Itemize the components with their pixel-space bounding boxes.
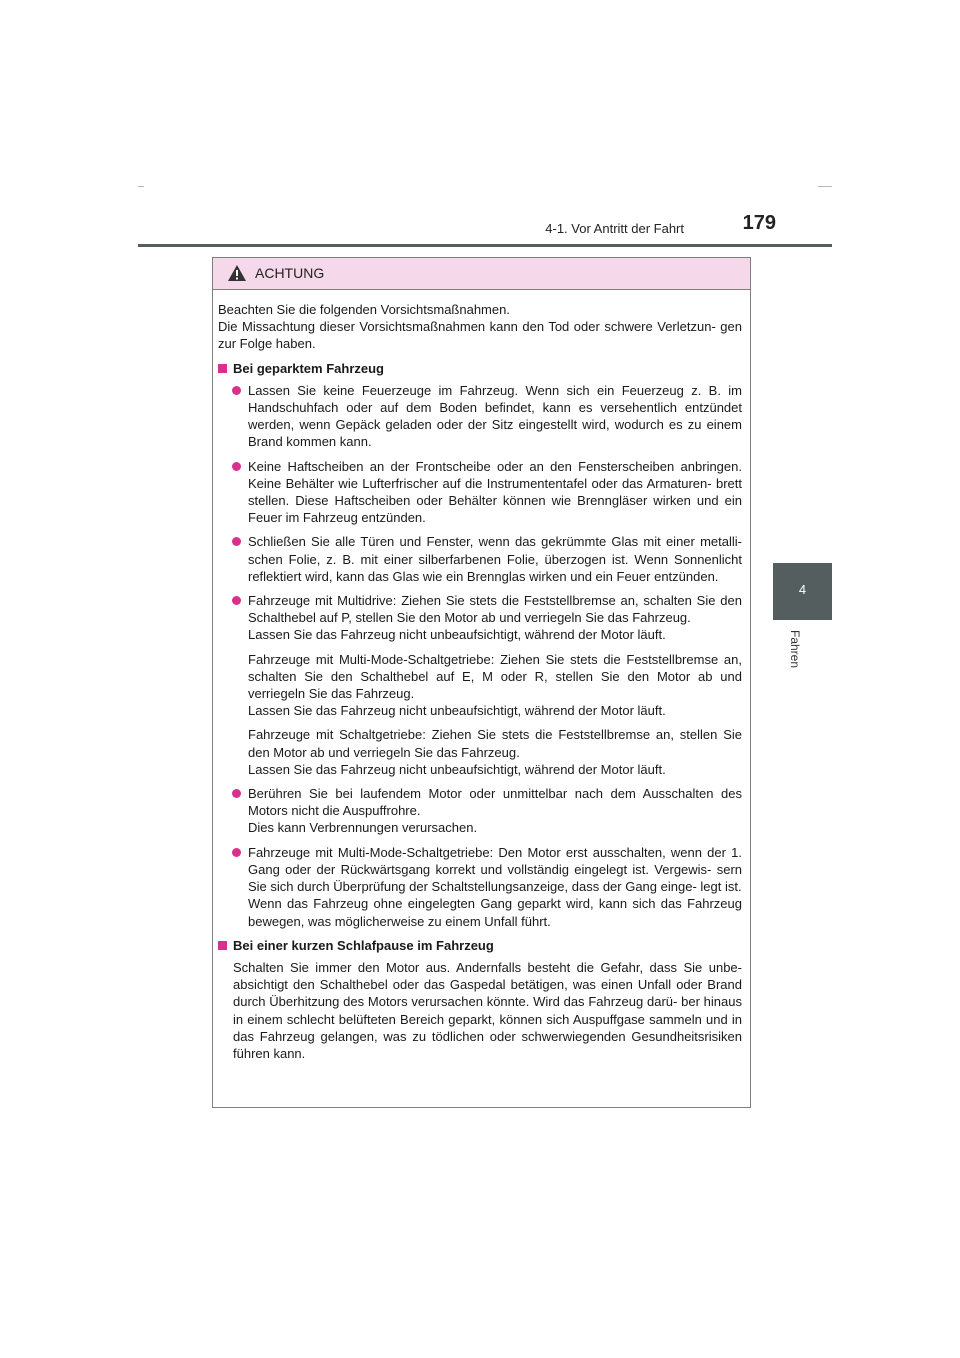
- section-label: 4-1. Vor Antritt der Fahrt: [545, 221, 684, 236]
- round-bullet-icon: [232, 848, 241, 857]
- crop-mark-left: [138, 186, 144, 187]
- square-bullet-icon: [218, 941, 227, 950]
- subsection-parked: [218, 360, 742, 930]
- list-item: [218, 592, 742, 644]
- list-item: [218, 382, 742, 451]
- list-item-text: Schließen Sie alle Türen und Fenster, wenn das gekrümmte Glas mit einer metalli- schen Folie, z. B. mit einer silberfarbenen Folie, überzogen ist. Wenn Sonnenlicht reflektiert wird, kann das Glas wie ein Brennglas wirken und ein Feuer entzünden.: [248, 534, 742, 584]
- round-bullet-icon: [232, 537, 241, 546]
- list-item: [218, 458, 742, 527]
- list-item-text: Wenn das Fahrzeug ohne eingelegten Gang geparkt wird, kann sich das Fahrzeug bewegen, was möglicherweise zu einem Unfall führt.: [248, 896, 742, 929]
- sub-paragraph: [218, 726, 742, 778]
- page-number: 179: [742, 212, 776, 234]
- subsection-sleep: [218, 937, 742, 1062]
- warning-body: [213, 290, 750, 1062]
- sub-paragraph-text: Fahrzeuge mit Schaltgetriebe: Ziehen Sie stets die Feststellbremse an, stellen Sie den Motor ab und verriegeln Sie das Fahrzeug.: [248, 727, 742, 760]
- round-bullet-icon: [232, 596, 241, 605]
- intro-line: Beachten Sie die folgenden Vorsichtsmaßnahmen.: [218, 302, 510, 317]
- subsection-title: [218, 360, 742, 377]
- warning-intro: [218, 301, 742, 353]
- round-bullet-icon: [232, 386, 241, 395]
- sub-paragraph: [218, 651, 742, 720]
- header-rule: [138, 244, 832, 247]
- warning-title: ACHTUNG: [255, 265, 325, 281]
- sub-paragraph-text: Lassen Sie das Fahrzeug nicht unbeaufsichtigt, während der Motor läuft.: [248, 761, 666, 777]
- subsection-text: Schalten Sie immer den Motor aus. Andernfalls besteht die Gefahr, dass Sie unbe- absichtigt den Schalthebel oder das Gaspedal betätigen, was einen Unfall oder Brand durch Überhitzung des Motors verursachen könnte. Wird das Fahrzeug darü- ber hinaus in einem schlecht belüfteten Bereich geparkt, können sich Auspuffgase sammeln und in das Fahrzeug gelangen, was zu tödlichen oder schwerwiegenden Gesundheitsrisiken führen kann.: [233, 959, 742, 1061]
- list-item-text: Lassen Sie das Fahrzeug nicht unbeaufsichtigt, während der Motor läuft.: [248, 627, 666, 643]
- subsection-title: [218, 937, 742, 954]
- warning-triangle-icon: [227, 264, 247, 282]
- chapter-title: Fahren: [788, 630, 802, 669]
- warning-box: [212, 257, 751, 1108]
- intro-line: Die Missachtung dieser Vorsichtsmaßnahmen kann den Tod oder schwere Verletzun- gen zur Folge haben.: [218, 319, 742, 352]
- round-bullet-icon: [232, 789, 241, 798]
- list-item: [218, 844, 742, 930]
- list-item-text: Lassen Sie keine Feuerzeuge im Fahrzeug. Wenn sich ein Feuerzeug z. B. im Handschuhfach oder auf dem Boden befindet, kann es versehentlich entzündet werden, wenn Gepäck geladen oder der Sitz eingestellt wird, wodurch es zu einem Brand kommen kann.: [248, 382, 742, 450]
- sub-paragraph-text: Lassen Sie das Fahrzeug nicht unbeaufsichtigt, während der Motor läuft.: [248, 703, 666, 719]
- list-item-text: Berühren Sie bei laufendem Motor oder unmittelbar nach dem Ausschalten des Motors nicht die Auspuffrohre.: [248, 786, 742, 819]
- list-item: [218, 785, 742, 837]
- chapter-tab: 4: [773, 563, 832, 620]
- list-item-text: Fahrzeuge mit Multi-Mode-Schaltgetriebe: Den Motor erst ausschalten, wenn der 1. Gang oder der Rückwärtsgang korrekt und vollständig eingelegt ist. Vergewis- sern Sie sich durch Überprüfung der Schaltstellungsanzeige, dass der Gang einge- legt ist.: [248, 844, 742, 895]
- list-item-text: Fahrzeuge mit Multidrive: Ziehen Sie stets die Feststellbremse an, schalten Sie den Schalthebel auf P, stellen Sie den Motor ab und verriegeln Sie das Fahrzeug.: [248, 593, 742, 626]
- round-bullet-icon: [232, 462, 241, 471]
- subsection-title-text: Bei geparktem Fahrzeug: [233, 360, 384, 376]
- list-item-text: Keine Haftscheiben an der Frontscheibe oder an den Fensterscheiben anbringen. Keine Behälter wie Lufterfrischer auf die Instrumententafel oder das Armaturen- brett stellen. Diese Haftscheiben oder Behälter können wie Brenngläser wirken und ein Feuer im Fahrzeug entzünden.: [248, 458, 742, 526]
- square-bullet-icon: [218, 364, 227, 373]
- warning-header: [213, 258, 750, 290]
- crop-mark-right: [818, 186, 832, 187]
- list-item-text: Dies kann Verbrennungen verursachen.: [248, 820, 478, 836]
- list-item: [218, 533, 742, 585]
- sub-paragraph-text: Fahrzeuge mit Multi-Mode-Schaltgetriebe: Ziehen Sie stets die Feststellbremse an, schalten Sie den Schalthebel auf E, M oder R, stellen Sie den Motor ab und verriegeln Sie das Fahrzeug.: [248, 651, 742, 702]
- subsection-title-text: Bei einer kurzen Schlafpause im Fahrzeug: [233, 937, 494, 953]
